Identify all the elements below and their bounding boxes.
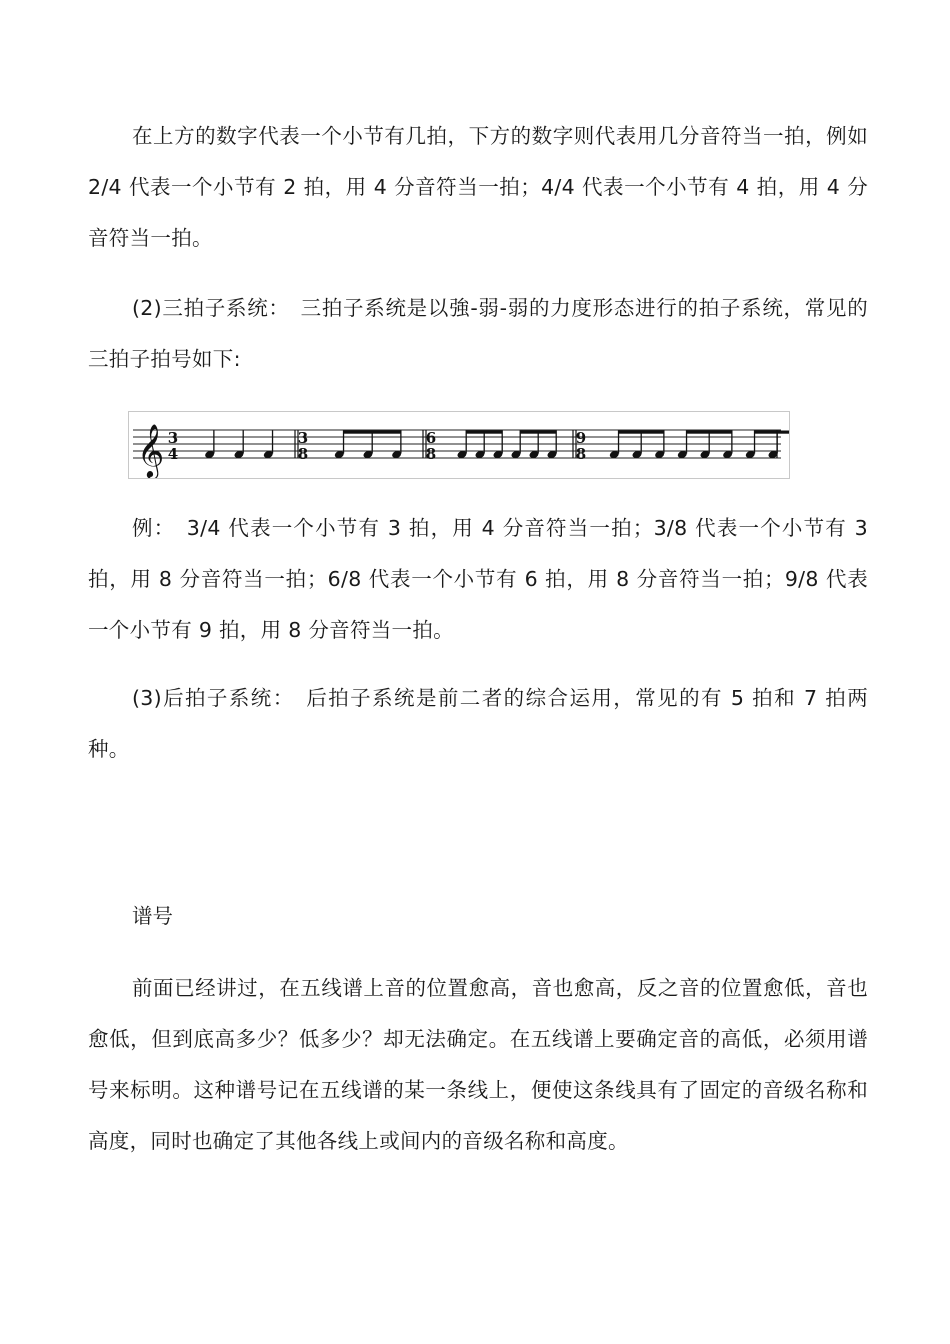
note-beam — [755, 431, 789, 434]
time-signature-top: 3 — [297, 429, 309, 447]
note-beam — [344, 431, 401, 434]
section-heading-clef: 谱号 — [132, 904, 173, 928]
paragraph-time-signature-explanation: 在上方的数字代表一个小节有几拍，下方的数字则代表用几分音符当一拍，例如 2/4 代表一个小节有 2 拍，用 4 分音符当一拍；4/4 代表一个小节有 4 拍，用 4 分音符当一拍。 — [88, 124, 868, 250]
time-signature-bottom: 8 — [575, 445, 587, 463]
time-signature-top: 6 — [425, 429, 437, 447]
paragraph-triple-meter-examples: 例： 3/4 代表一个小节有 3 拍，用 4 分音符当一拍；3/8 代表一个小节有 3 拍，用 8 分音符当一拍；6/8 代表一个小节有 6 拍，用 8 分音符当一拍；9/8 代表一个小节有 9 拍，用 8 分音符当一拍。 — [88, 516, 868, 642]
note-beam — [687, 431, 732, 434]
time-signature-bottom: 8 — [425, 445, 437, 463]
time-signature-bottom: 8 — [297, 445, 309, 463]
treble-clef: 𝄞 — [137, 423, 165, 477]
staff-drawing — [129, 412, 789, 478]
paragraph-triple-meter-intro: (2)三拍子系统： 三拍子系统是以強-弱-弱的力度形态进行的拍子系统，常见的三拍子拍号如下: — [88, 296, 868, 371]
paragraph-clef-explanation: 前面已经讲过，在五线谱上音的位置愈高，音也愈高，反之音的位置愈低，音也愈低，但到底高多少？低多少？却无法确定。在五线谱上要确定音的高低，必须用谱号来标明。这种谱号记在五线谱的某一条线上，便使这条线具有了固定的音级名称和高度，同时也确定了其他各线上或间内的音级名称和高度。 — [88, 976, 868, 1153]
time-signature-top: 9 — [575, 429, 587, 447]
time-signature-top: 3 — [167, 429, 179, 447]
note-beam — [520, 431, 556, 434]
music-staff-example — [128, 411, 790, 479]
note-beam — [619, 431, 664, 434]
time-signature-bottom: 4 — [167, 445, 179, 463]
note-beam — [466, 431, 502, 434]
paragraph-compound-meter: (3)后拍子系统： 后拍子系统是前二者的综合运用，常见的有 5 拍和 7 拍两种。 — [88, 686, 868, 761]
